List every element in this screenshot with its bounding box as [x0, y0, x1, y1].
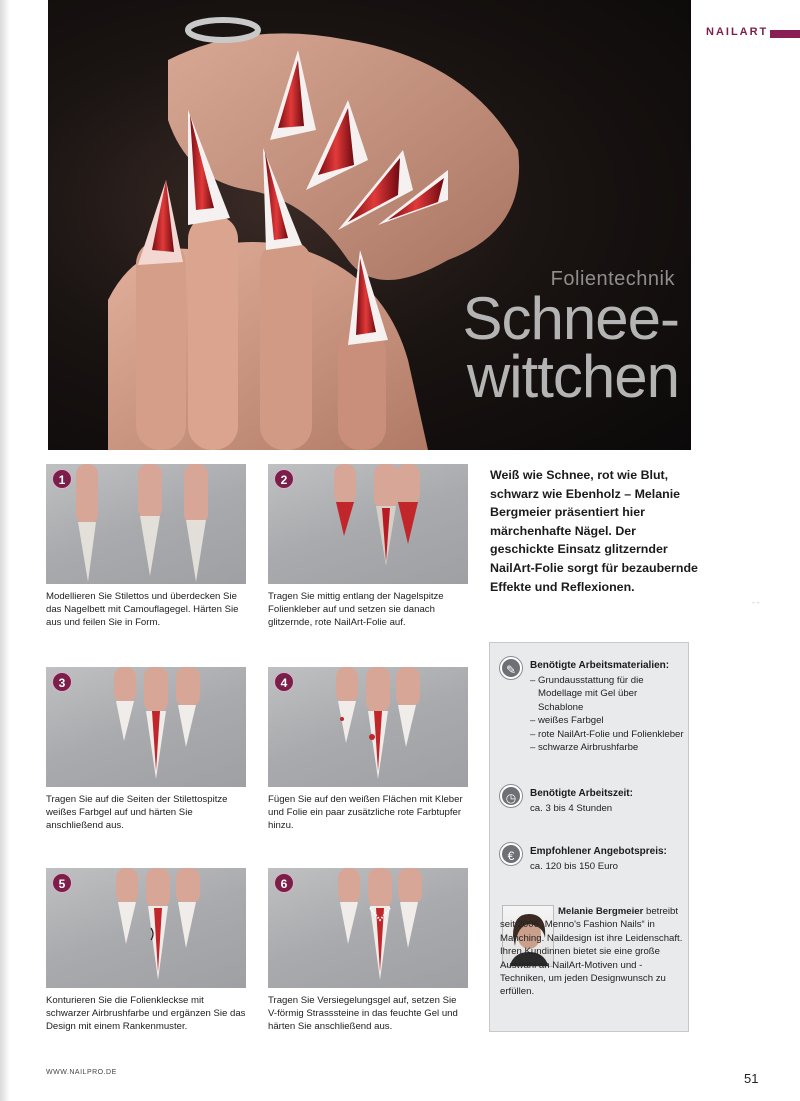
time-value: ca. 3 bis 4 Stunden: [530, 803, 613, 814]
step-caption: Konturieren Sie die Folienkleckse mit schwarzer Airbrushfarbe und ergänzen Sie das Design mit einem Rankenmuster.: [46, 995, 246, 1032]
nail-photo-illustration: [268, 464, 468, 584]
step-photo: [268, 667, 468, 787]
step-photo: [46, 667, 246, 787]
time-heading: Benötigte Arbeitszeit:: [530, 788, 633, 799]
clock-icon: ◷: [500, 785, 522, 807]
nail-photo-illustration: [46, 868, 246, 988]
section-label: NAILART: [706, 26, 769, 38]
page-gutter-shadow: [0, 0, 10, 1101]
price-heading: Empfohlener Angebotspreis:: [530, 846, 667, 857]
hero-subtitle: Folientechnik: [550, 268, 675, 290]
list-item: – weißes Farbgel: [530, 714, 685, 727]
materials-list: [530, 674, 685, 754]
step-caption: Modellieren Sie Stilettos und überdecken Sie das Nagelbett mit Camouflagegel. Härten Sie aus und feilen Sie in Form.: [46, 591, 239, 628]
time-section: [500, 785, 685, 825]
author-text: [500, 905, 688, 999]
price-value: ca. 120 bis 150 Euro: [530, 861, 619, 872]
step-number-badge: 1: [52, 469, 72, 489]
step-number-badge: 3: [52, 672, 72, 692]
materials-heading: Benötigte Arbeitsmaterialien:: [530, 660, 670, 671]
step-4: [268, 667, 468, 832]
author-bio-text: betreibt seit 2006 „Menno's Fashion Nails“ in Manching. Naildesign ist ihre Leidenschaft. Ihren Kundinnen bietet sie eine große Auswahl an NailArt-Motiven und -Techniken, um jeden Designwunsch zu erfüllen.: [500, 906, 683, 998]
list-item: – schwarze Airbrushfarbe: [530, 741, 685, 754]
list-item: – rote NailArt-Folie und Folienkleber: [530, 728, 685, 741]
hero-photo: [48, 0, 691, 450]
euro-icon: €: [500, 843, 522, 865]
nail-photo-illustration: [46, 464, 246, 584]
brush-icon: ✎: [500, 657, 522, 679]
step-photo: [46, 464, 246, 584]
step-caption: Tragen Sie mittig entlang der Nagelspitze Folienkleber auf und setzen sie danach glitzernde, rote NailArt-Folie auf.: [268, 591, 444, 628]
list-item: – Grundausstattung für die Modellage mit Gel über Schablone: [530, 674, 685, 714]
materials-section: [500, 657, 685, 777]
nail-photo-illustration: [268, 868, 468, 988]
step-number-badge: 6: [274, 873, 294, 893]
step-2: [268, 464, 468, 629]
intro-text: Weiß wie Schnee, rot wie Blut, schwarz wie Ebenholz – Melanie Bergmeier präsentiert hier märchenhafte Nägel. Der geschickte Einsatz glitzernder NailArt-Folie sorgt für bezaubernde Effekte und Reflexionen.: [490, 468, 698, 594]
page-number: 51: [744, 1071, 759, 1086]
section-accent-bar: [770, 30, 800, 38]
step-number-badge: 4: [274, 672, 294, 692]
author-name: Melanie Bergmeier: [558, 906, 644, 917]
step-caption: Tragen Sie auf die Seiten der Stilettospitze weißes Farbgel auf und härten Sie anschließend aus.: [46, 794, 228, 831]
nail-photo-illustration: [268, 667, 468, 787]
footer-url: WWW.NAILPRO.DE: [46, 1069, 117, 1076]
step-3: [46, 667, 246, 832]
step-5: [46, 868, 246, 1033]
step-1: [46, 464, 246, 629]
step-6: [268, 868, 468, 1033]
page-title-line-2: wittchen: [466, 343, 679, 410]
scan-mark: - -: [752, 598, 760, 607]
step-caption: Fügen Sie auf den weißen Flächen mit Kleber und Folie ein paar zusätzliche rote Farbtupfer hinzu.: [268, 794, 463, 831]
step-caption: Tragen Sie Versiegelungsgel auf, setzen Sie V-förmig Strasssteine in das feuchte Gel und härten Sie anschließend aus.: [268, 995, 458, 1032]
page-title-line-1: Schnee-: [462, 285, 679, 352]
step-number-badge: 2: [274, 469, 294, 489]
step-number-badge: 5: [52, 873, 72, 893]
step-photo: [46, 868, 246, 988]
step-photo: [268, 868, 468, 988]
price-section: [500, 843, 685, 883]
step-photo: [268, 464, 468, 584]
nail-photo-illustration: [46, 667, 246, 787]
info-box: [489, 642, 689, 1032]
page-title: [379, 285, 679, 410]
